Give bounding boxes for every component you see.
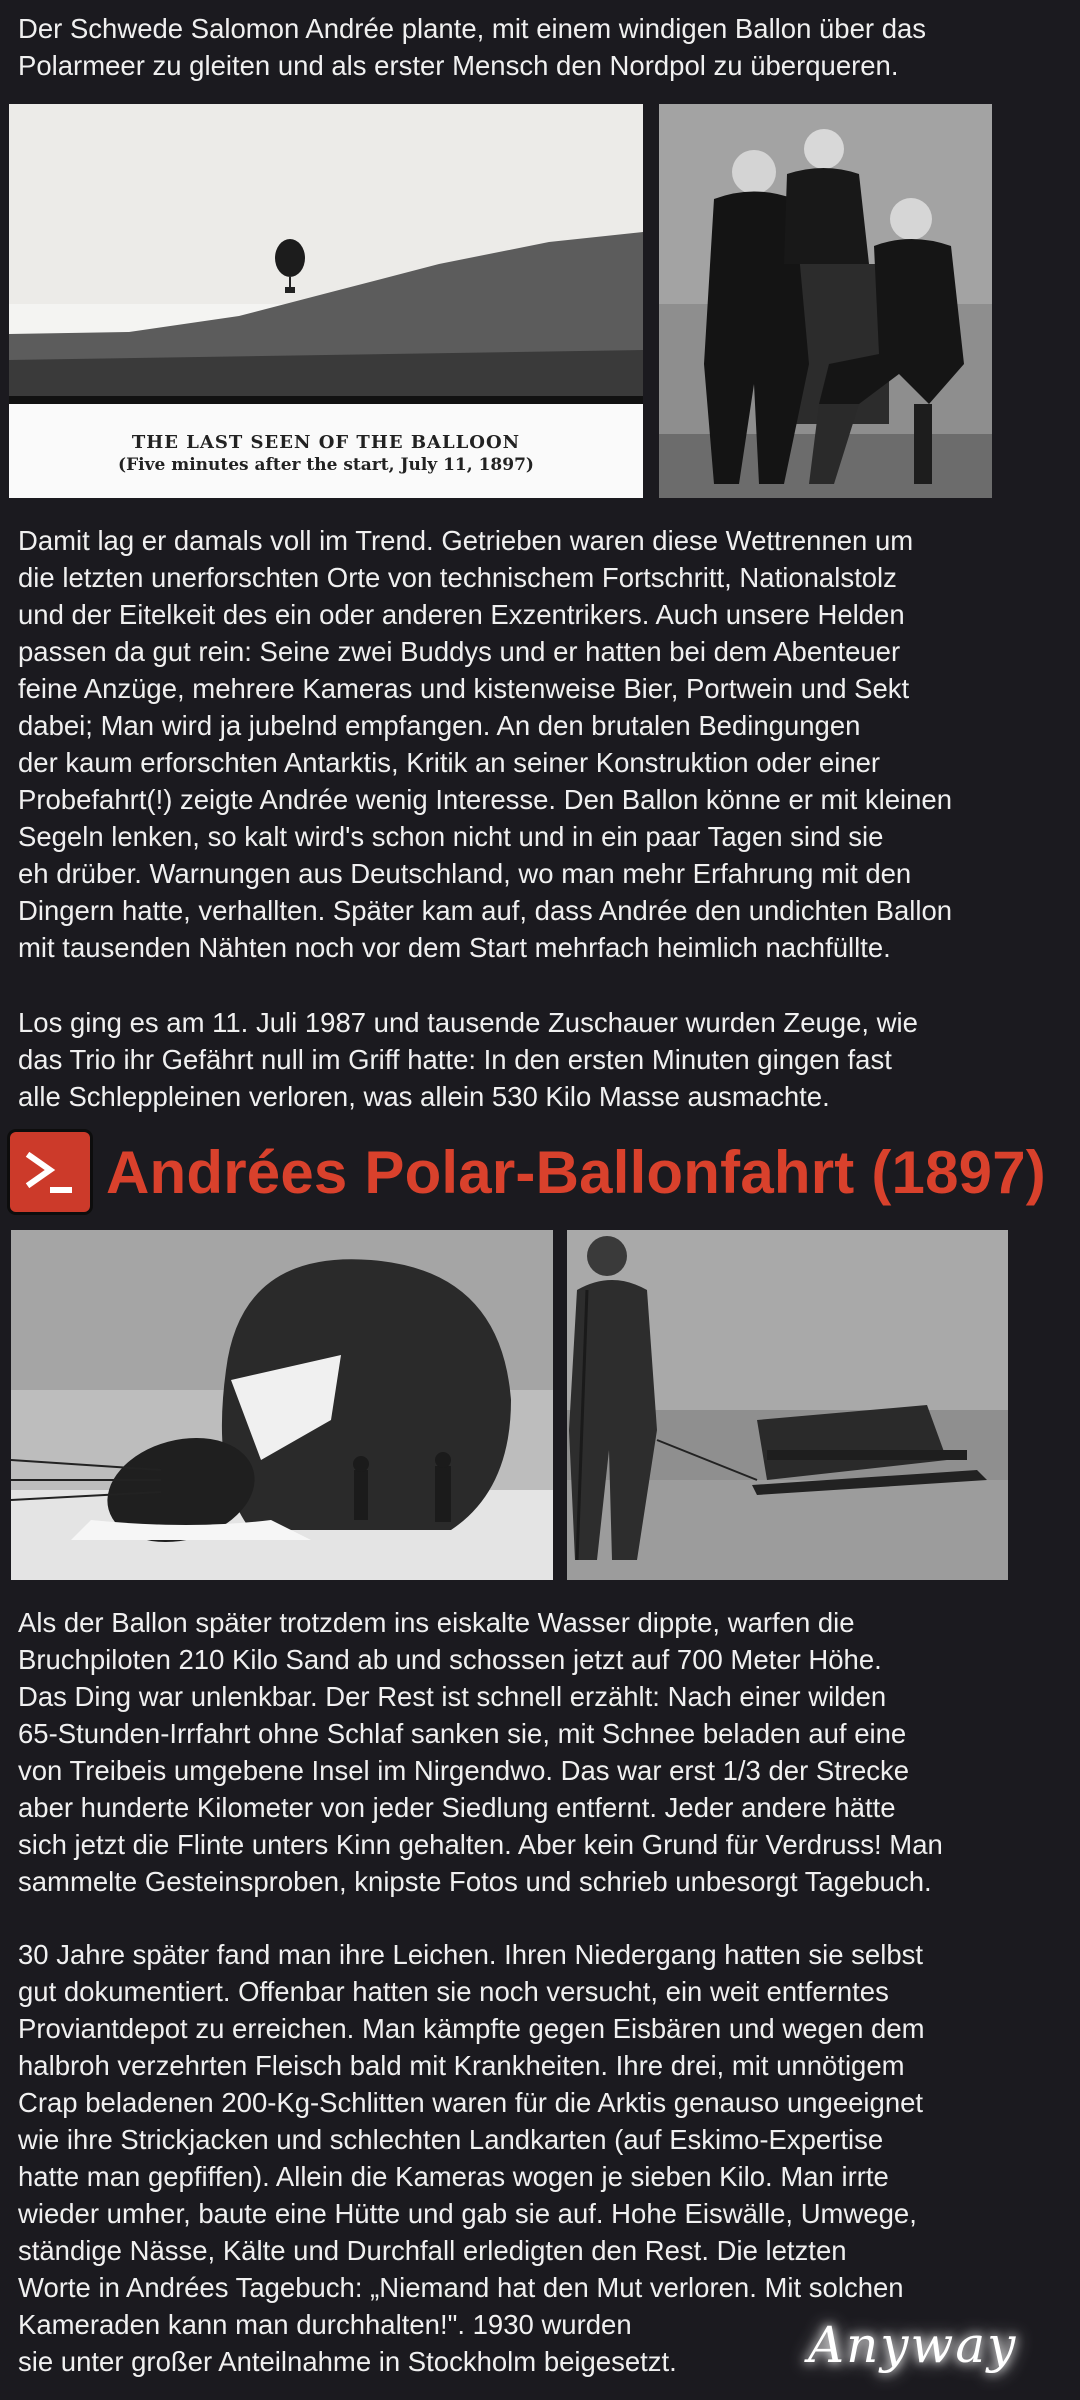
crashed-balloon-photo — [11, 1230, 553, 1580]
paragraph-2: Los ging es am 11. Juli 1987 und tausende Zuschauer wurden Zeuge, wie das Trio ihr Gefährt null im Griff hatte: In den ersten Minuten gingen fast alle Schleppleinen verloren, was allein 530 Kilo Masse ausmachte. — [18, 1007, 918, 1112]
intro-text: Der Schwede Salomon Andrée plante, mit einem windigen Ballon über das Polarmeer zu gleiten und als erster Mensch den Nordpol zu überqueren. — [18, 13, 927, 81]
photo-caption-line2: (Five minutes after the start, July 11, 1897) — [118, 455, 534, 475]
section-heading — [10, 1130, 1046, 1214]
terminal-prompt-icon — [10, 1132, 90, 1212]
heading-title: Andrées Polar-Ballonfahrt (1897) — [106, 1138, 1046, 1206]
photo-caption-line1: THE LAST SEEN OF THE BALLOON — [131, 432, 521, 453]
anyway-signature: Anyway — [808, 2316, 1018, 2374]
paragraph-4: 30 Jahre später fand man ihre Leichen. Ihren Niedergang hatten sie selbst gut dokumentiert. Offenbar hatten sie noch versucht, ein weit entferntes Proviantdepot zu erreichen. Man kämpfte gegen Eisbären und wegen dem halbroh verzehrten Fleisch bald mit Krankheiten. Ihre drei, mit unnötigem Crap beladenen 200-Kg-Schlitten waren für die Arktis genauso ungeeignet wie ihre Strickjacken und schlechten Landkarten (auf Eskimo-Expertise hatte man gepfiffen). Allein die Kameras wogen je sieben Kilo. Man irrte wieder umher, baute eine Hütte und gab sie auf. Hohe Eiswälle, Umwege, ständige Nässe, Kälte und Durchfall erledigten den Rest. Die letzten Worte in Andrées Tagebuch: „Niemand hat den Mut verloren. Mit solchen Kameraden kann man durchhalten!". 1930 wurden sie unter großer Anteilnahme in Stockholm beigesetzt. — [18, 1939, 925, 2377]
paragraph-1: Damit lag er damals voll im Trend. Getrieben waren diese Wettrennen um die letzten unerforschten Orte von technischem Fortschritt, Nationalstolz und der Eitelkeit des ein oder anderen Exzentrikers. Auch unsere Helden passen da gut rein: Seine zwei Buddys und er hatten bei dem Abenteuer feine Anzüge, mehrere Kameras und kistenweise Bier, Portwein und Sekt dabei; Man wird ja jubelnd empfangen. An den brutalen Bedingungen der kaum erforschten Antarktis, Kritik an seiner Konstruktion oder einer Probefahrt(!) zeigte Andrée wenig Interesse. Den Ballon könne er mit kleinen Segeln lenken, so kalt wird's schon nicht und in ein paar Tagen sind sie eh drüber. Warnungen aus Deutschland, wo man mehr Erfahrung mit den Dingern hatte, verhallten. Später kam auf, dass Andrée den undichten Ballon mit tausenden Nähten noch vor dem Start mehrfach heimlich nachfüllte. — [18, 525, 953, 963]
paragraph-3: Als der Ballon später trotzdem ins eiskalte Wasser dippte, warfen die Bruchpiloten 210 Kilo Sand ab und schossen jetzt auf 700 Meter Höhe. Das Ding war unlenkbar. Der Rest ist schnell erzählt: Nach einer wilden 65-Stunden-Irrfahrt ohne Schlaf sanken sie, mit Schnee beladen auf eine von Treibeis umgebene Insel im Nirgendwo. Das war erst 1/3 der Strecke aber hunderte Kilometer von jeder Siedlung entfernt. Jeder andere hätte sich jetzt die Flinte unters Kinn gehalten. Aber kein Grund für Verdruss! Man sammelte Gesteinsproben, knipste Fotos und schrieb unbesorgt Tagebuch. — [18, 1607, 943, 1897]
expedition-members-portrait — [659, 104, 992, 498]
man-with-sled-photo — [567, 1230, 1008, 1580]
balloon-launch-photo — [9, 104, 643, 498]
